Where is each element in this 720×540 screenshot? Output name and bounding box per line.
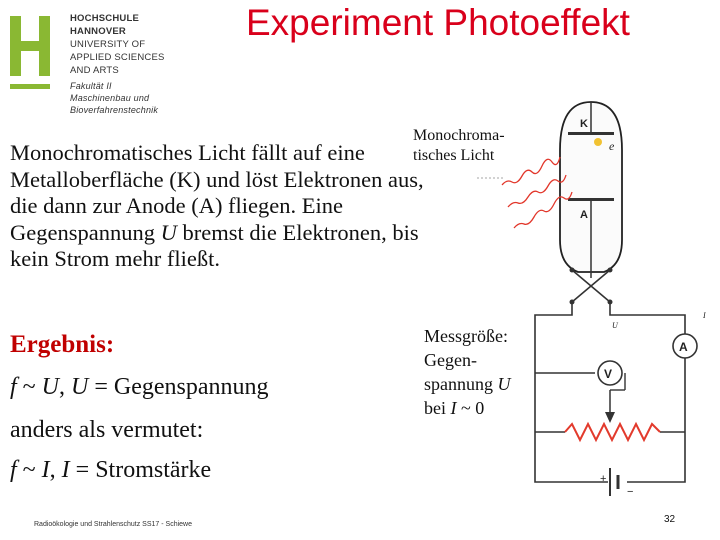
experiment-description — [10, 140, 430, 273]
measure-line: Gegen- — [424, 350, 477, 370]
logo-faculty-line: Maschinenbau und — [70, 93, 150, 103]
measure-text: ~ 0 — [456, 398, 485, 418]
university-logo-text — [70, 12, 165, 116]
result-line-3 — [10, 457, 211, 484]
voltmeter-label: V — [604, 367, 613, 381]
battery-plus-label: + — [600, 473, 607, 485]
description-variable: U — [160, 219, 177, 245]
description-text: Monochromatisches Licht fällt auf eine Metalloberfläche (K) und löst Elektronen aus, die dann zur Anode (A) fliegen. Eine Gegenspannung — [10, 140, 424, 245]
electron-emission-dot — [594, 138, 602, 146]
formula-variable: U — [41, 374, 59, 400]
logo-university-line: UNIVERSITY OF — [70, 39, 146, 50]
formula-variable: I — [61, 457, 70, 483]
formula-variable: U — [71, 374, 89, 400]
result-line-2: anders als vermutet: — [10, 417, 204, 443]
logo-university-line: HOCHSCHULE — [70, 13, 140, 24]
formula-text: = Stromstärke — [69, 457, 212, 483]
electron-label: e — [609, 139, 615, 153]
logo-university-line: HANNOVER — [70, 26, 126, 37]
formula-variable: f — [10, 374, 17, 400]
result-line-1 — [10, 374, 269, 401]
measure-variable: I — [450, 398, 457, 418]
formula-symbol: ~ — [16, 374, 42, 400]
ammeter-label: A — [679, 340, 688, 354]
logo-faculty-line: Bioverfahrenstechnik — [70, 105, 159, 115]
formula-separator: , — [59, 374, 71, 400]
formula-variable: f — [10, 457, 17, 483]
result-heading: Ergebnis: — [10, 331, 115, 358]
slide-title: Experiment Photoeffekt — [246, 2, 630, 43]
switch-contact — [608, 268, 613, 273]
anode-plate — [568, 198, 614, 201]
cathode-label: K — [580, 118, 588, 130]
circuit-wire — [610, 302, 685, 482]
light-label-line: tisches Licht — [413, 147, 495, 164]
light-label-line: Monochroma- — [413, 127, 505, 144]
logo-university-line: APPLIED SCIENCES — [70, 52, 165, 63]
light-ray — [508, 175, 566, 207]
logo-university-line: AND ARTS — [70, 65, 119, 76]
measure-line: Messgröße: — [424, 326, 508, 346]
cathode-plate — [568, 132, 614, 135]
rheostat-slider-arrow — [605, 412, 615, 423]
photoeffect-circuit-diagram — [470, 90, 720, 510]
page-number: 32 — [664, 514, 676, 525]
formula-variable: I — [41, 457, 50, 483]
university-logo-mark — [8, 12, 58, 92]
measure-text: bei — [424, 398, 451, 418]
i-label: I — [703, 311, 706, 320]
formula-separator: , — [49, 457, 62, 483]
resistor — [565, 424, 660, 440]
footer-text: Radioökologie und Strahlenschutz SS17 - Schiewe — [34, 521, 192, 528]
battery-minus-label: − — [627, 486, 634, 498]
logo-faculty — [70, 80, 165, 116]
measure-variable: U — [497, 374, 511, 394]
u-label: U — [612, 321, 618, 330]
switch-contact — [570, 268, 575, 273]
anode-label: A — [580, 209, 588, 221]
measure-text: spannung — [424, 374, 498, 394]
formula-text: = Gegenspannung — [88, 374, 269, 400]
logo-faculty-line: Fakultät II — [70, 81, 112, 91]
description-text-end: bremst die Elektronen, bis kein Strom mehr fließt. — [10, 219, 419, 271]
formula-symbol: ~ — [16, 457, 42, 483]
circuit-wire — [535, 302, 608, 482]
